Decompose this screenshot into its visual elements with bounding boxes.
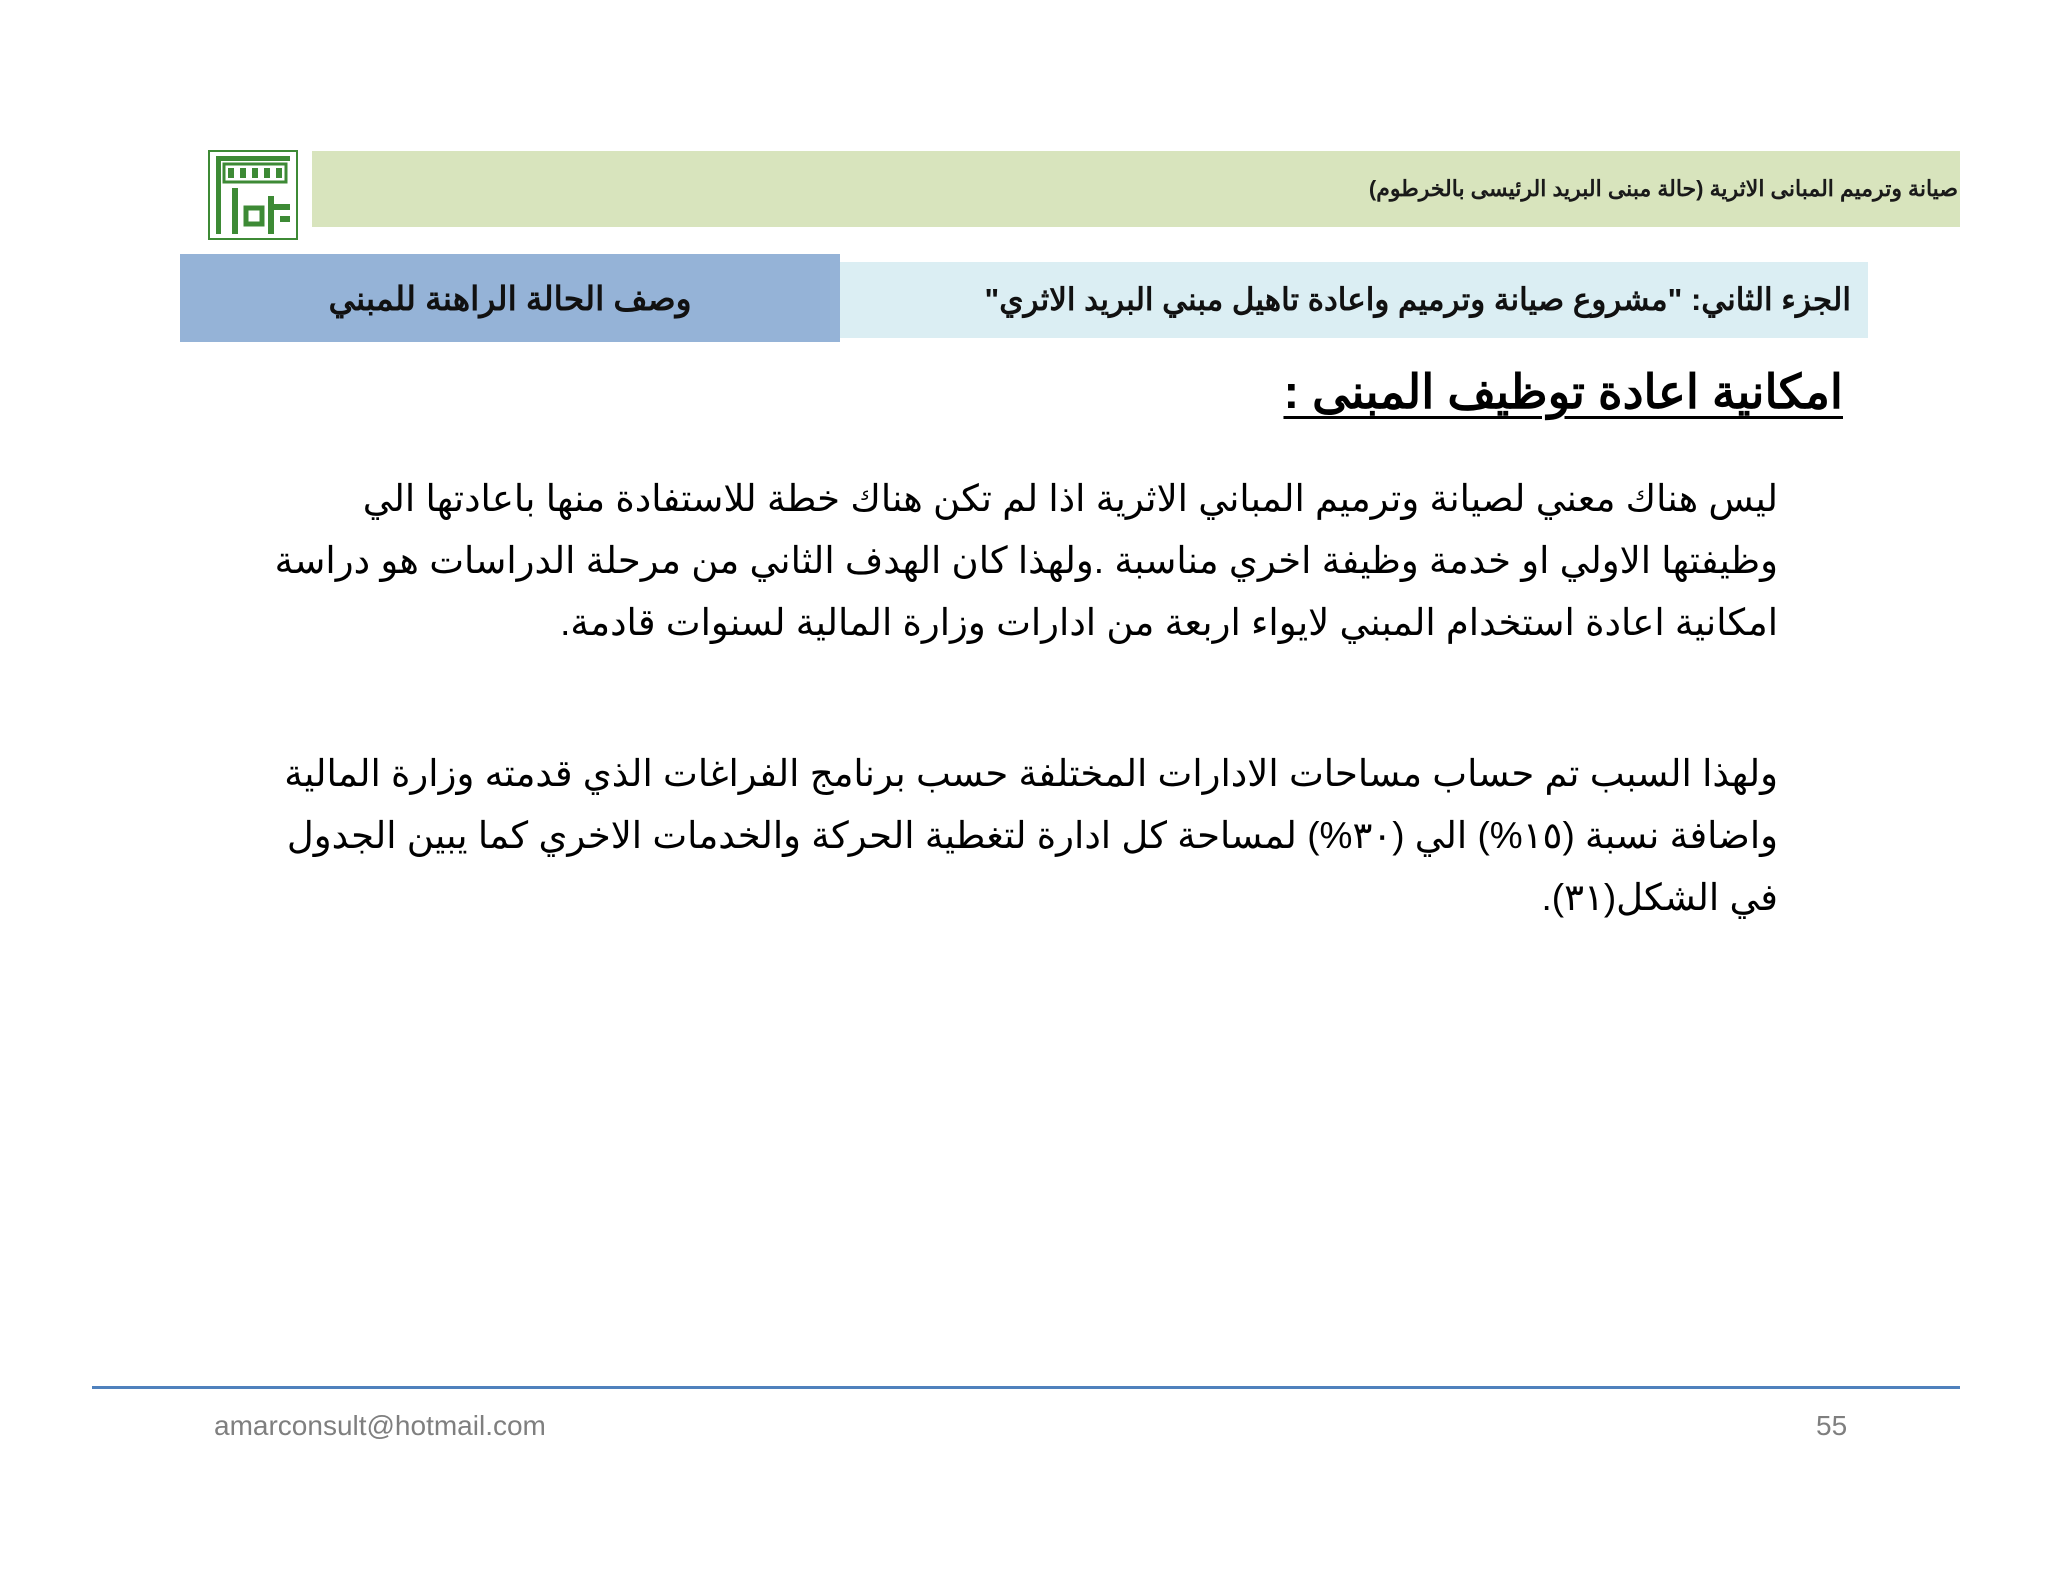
topic-banner <box>180 254 840 342</box>
section-label: الجزء الثاني: "مشروع صيانة وترميم واعادة تاهيل مبني البريد الاثري" <box>984 282 1851 317</box>
document-title: صيانة وترميم المبانى الاثرية (حالة مبنى البريد الرئيسى بالخرطوم) <box>1368 176 1958 201</box>
body-paragraph-2: ولهذا السبب تم حساب مساحات الادارات المختلفة حسب برنامج الفراغات الذي قدمته وزارة المالية واضافة نسبة (١٥%) الي (٣٠%) لمساحة كل ادارة لتغطية الحركة والخدمات الاخري كما يبين الجدول في الشكل(٣١). <box>284 753 1778 918</box>
footer-email: amarconsult@hotmail.com <box>214 1410 546 1441</box>
page-number: 55 <box>1816 1410 1848 1441</box>
section-banner <box>840 262 1868 338</box>
section-heading: امكانية اعادة توظيف المبنى : <box>1283 365 1843 418</box>
header-band <box>312 151 1960 227</box>
footer-divider <box>92 1386 1960 1389</box>
amar-consult-logo <box>208 150 298 240</box>
logo-graphic <box>210 152 296 238</box>
body-paragraph-1: ليس هناك معني لصيانة وترميم المباني الاثرية اذا لم تكن هناك خطة للاستفادة منها باعادتها الي وظيفتها الاولي او خدمة وظيفة اخري مناسبة .ولهذا كان الهدف الثاني من مرحلة الدراسات هو دراسة امكانية اعادة استخدام المبني لايواء اربعة من ادارات وزارة المالية لسنوات قادمة. <box>274 478 1778 643</box>
topic-label: وصف الحالة الراهنة للمبني <box>328 279 692 317</box>
